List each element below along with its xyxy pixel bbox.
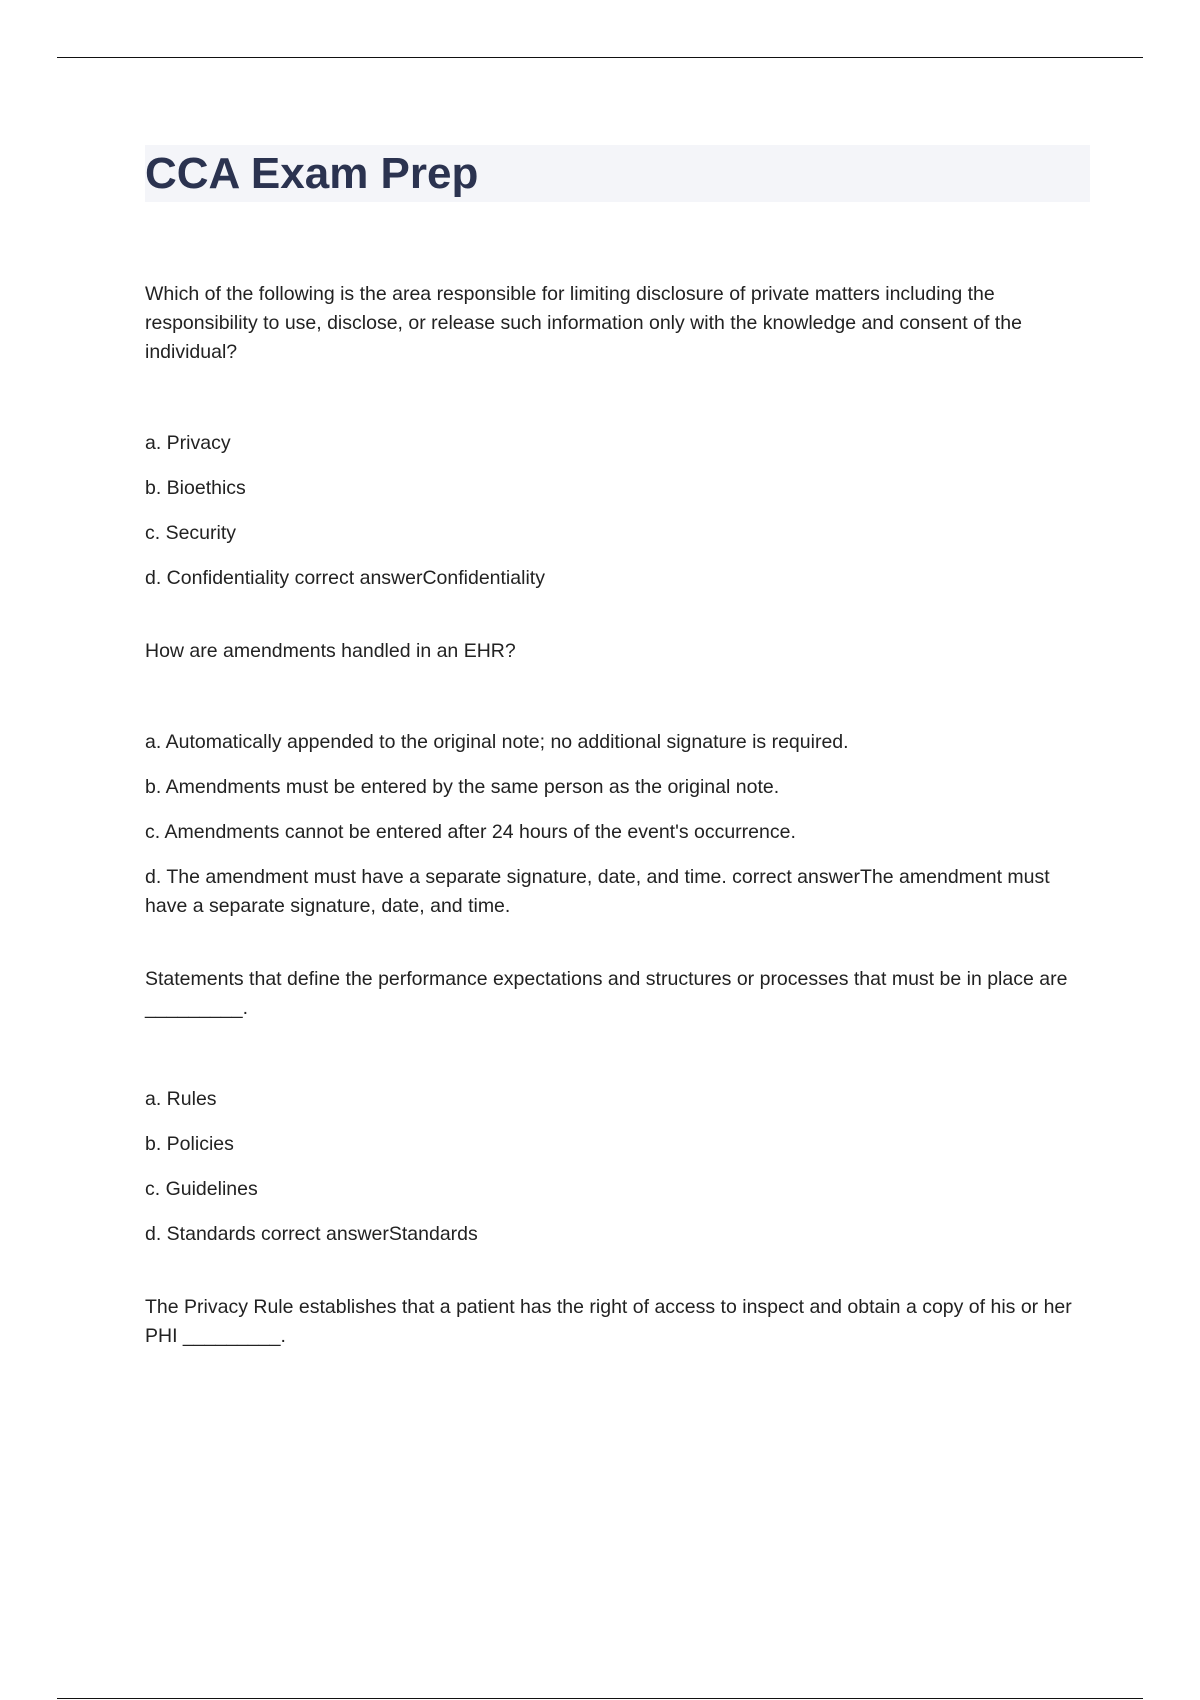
question-text: Statements that define the performance expectations and structures or processes that must be in place are _________. bbox=[145, 968, 1068, 1019]
title-bar bbox=[145, 145, 1090, 202]
question-block-4 bbox=[145, 1293, 1090, 1351]
footer-rule bbox=[57, 1698, 1143, 1699]
question-block-1 bbox=[145, 280, 1090, 593]
document-body bbox=[145, 145, 1090, 1413]
answer-option: a. Automatically appended to the original note; no additional signature is required. bbox=[145, 731, 849, 753]
answer-option: d. Standards correct answerStandards bbox=[145, 1223, 478, 1245]
question-text: How are amendments handled in an EHR? bbox=[145, 640, 516, 662]
answer-options bbox=[145, 728, 1090, 921]
answer-option: b. Amendments must be entered by the same person as the original note. bbox=[145, 776, 780, 798]
answer-options bbox=[145, 1085, 1090, 1249]
header-rule bbox=[57, 57, 1143, 58]
answer-options bbox=[145, 429, 1090, 593]
document-title: CCA Exam Prep bbox=[145, 148, 479, 198]
answer-option: b. Bioethics bbox=[145, 477, 246, 499]
answer-option: d. Confidentiality correct answerConfidentiality bbox=[145, 567, 545, 589]
question-text: The Privacy Rule establishes that a patient has the right of access to inspect and obtain a copy of his or her PHI _________. bbox=[145, 1296, 1072, 1347]
answer-option: c. Amendments cannot be entered after 24 hours of the event's occurrence. bbox=[145, 821, 796, 843]
answer-option: c. Security bbox=[145, 522, 237, 544]
answer-option: d. The amendment must have a separate signature, date, and time. correct answerThe amendment must have a separate signature, date, and time. bbox=[145, 866, 1050, 917]
answer-option: a. Rules bbox=[145, 1088, 217, 1110]
answer-option: b. Policies bbox=[145, 1133, 234, 1155]
question-block-3 bbox=[145, 965, 1090, 1249]
answer-option: c. Guidelines bbox=[145, 1178, 258, 1200]
answer-option: a. Privacy bbox=[145, 432, 231, 454]
question-text: Which of the following is the area responsible for limiting disclosure of private matters including the responsibility to use, disclose, or release such information only with the knowledge and consent of the individual? bbox=[145, 283, 1022, 363]
question-block-2 bbox=[145, 637, 1090, 921]
